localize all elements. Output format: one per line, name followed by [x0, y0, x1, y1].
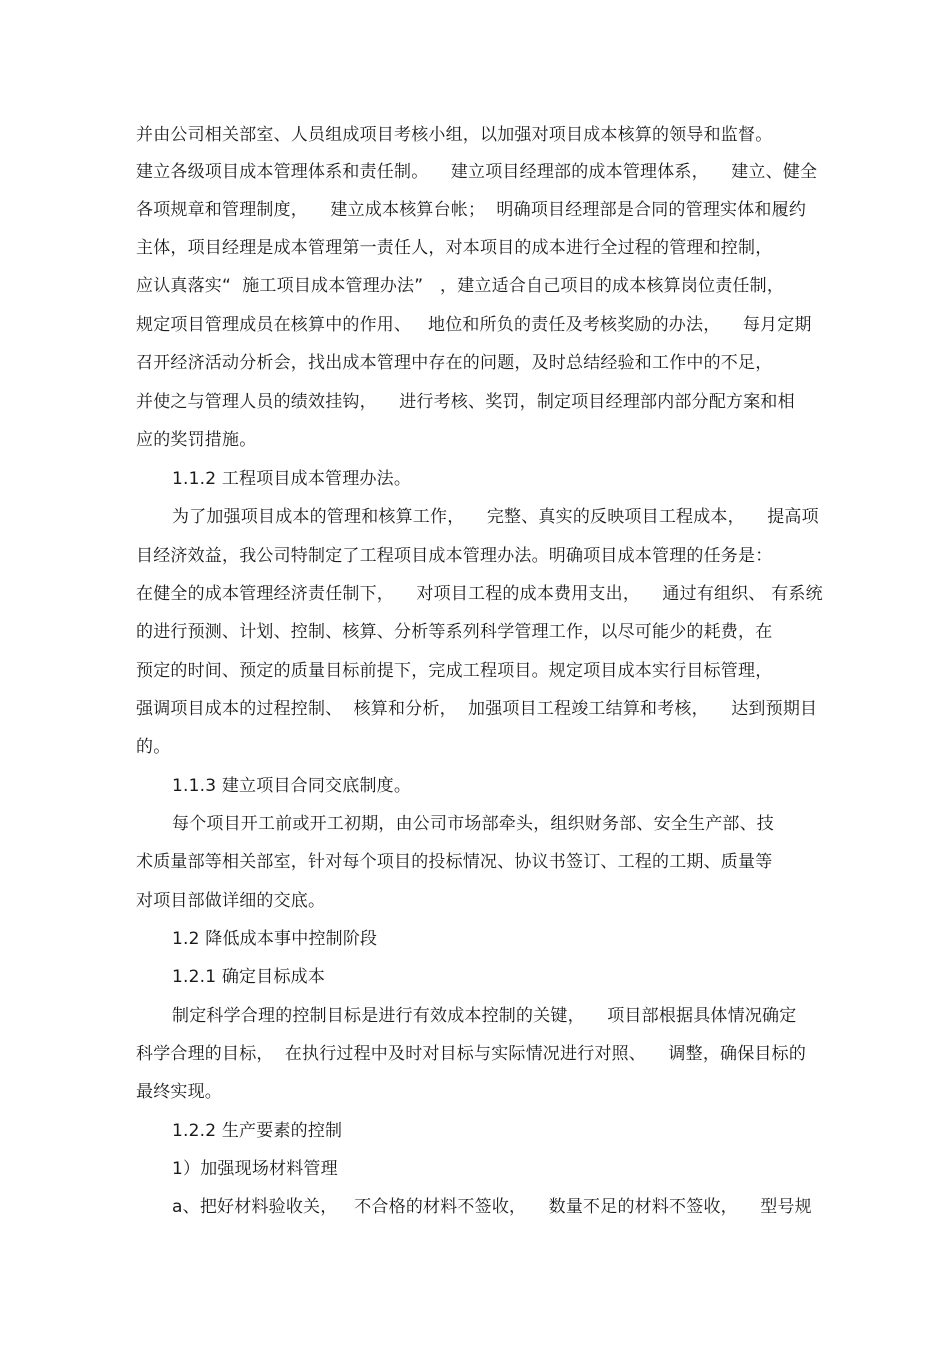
paragraph-line: 1.1.2 工程项目成本管理办法。	[172, 469, 412, 489]
paragraph-line: 1.2 降低成本事中控制阶段	[172, 929, 378, 949]
paragraph-line: 应认真落实“ 施工项目成本管理办法” ，建立适合自己项目的成本核算岗位责任制，	[136, 276, 785, 296]
paragraph-line: 目经济效益，我公司特制定了工程项目成本管理办法。明确项目成本管理的任务是：	[136, 546, 773, 566]
paragraph-line: 预定的时间、预定的质量目标前提下，完成工程项目。规定项目成本实行目标管理，	[136, 661, 773, 681]
paragraph-line: 1.2.1 确定目标成本	[172, 967, 326, 987]
paragraph-line: 强调项目成本的过程控制、 核算和分析， 加强项目工程竣工结算和考核， 达到预期目	[136, 699, 818, 719]
paragraph-line: 的进行预测、计划、控制、核算、分析等系列科学管理工作，以尽可能少的耗费，在	[136, 622, 773, 642]
paragraph-line: 1.2.2 生产要素的控制	[172, 1121, 343, 1141]
paragraph-line: 在健全的成本管理经济责任制下， 对项目工程的成本费用支出， 通过有组织、 有系统	[136, 584, 823, 604]
paragraph-line: 的。	[136, 737, 171, 757]
paragraph-line: a、把好材料验收关， 不合格的材料不签收， 数量不足的材料不签收， 型号规	[172, 1197, 812, 1217]
paragraph-line: 规定项目管理成员在核算中的作用、 地位和所负的责任及考核奖励的办法， 每月定期	[136, 315, 812, 335]
paragraph-line: 建立各级项目成本管理体系和责任制。 建立项目经理部的成本管理体系， 建立、健全	[136, 162, 818, 182]
paragraph-line: 1）加强现场材料管理	[172, 1159, 338, 1179]
paragraph-line: 科学合理的目标， 在执行过程中及时对目标与实际情况进行对照、 调整，确保目标的	[136, 1044, 807, 1064]
paragraph-line: 最终实现。	[136, 1082, 222, 1102]
paragraph-line: 对项目部做详细的交底。	[136, 891, 326, 911]
paragraph-line: 并使之与管理人员的绩效挂钩， 进行考核、奖罚，制定项目经理部内部分配方案和相	[136, 392, 795, 412]
paragraph-line: 术质量部等相关部室，针对每个项目的投标情况、协议书签订、工程的工期、质量等	[136, 852, 773, 872]
paragraph-line: 每个项目开工前或开工初期，由公司市场部牵头，组织财务部、安全生产部、技	[172, 814, 774, 834]
paragraph-line: 为了加强项目成本的管理和核算工作， 完整、真实的反映项目工程成本， 提高项	[172, 507, 819, 527]
paragraph-line: 并由公司相关部室、人员组成项目考核小组，以加强对项目成本核算的领导和监督。	[136, 125, 773, 145]
paragraph-line: 各项规章和管理制度， 建立成本核算台帐； 明确项目经理部是合同的管理实体和履约	[136, 200, 807, 220]
paragraph-line: 应的奖罚措施。	[136, 430, 257, 450]
paragraph-line: 召开经济活动分析会，找出成本管理中存在的问题，及时总结经验和工作中的不足，	[136, 353, 773, 373]
paragraph-line: 制定科学合理的控制目标是进行有效成本控制的关键， 项目部根据具体情况确定	[172, 1006, 797, 1026]
paragraph-line: 1.1.3 建立项目合同交底制度。	[172, 776, 412, 796]
paragraph-line: 主体，项目经理是成本管理第一责任人，对本项目的成本进行全过程的管理和控制，	[136, 238, 773, 258]
